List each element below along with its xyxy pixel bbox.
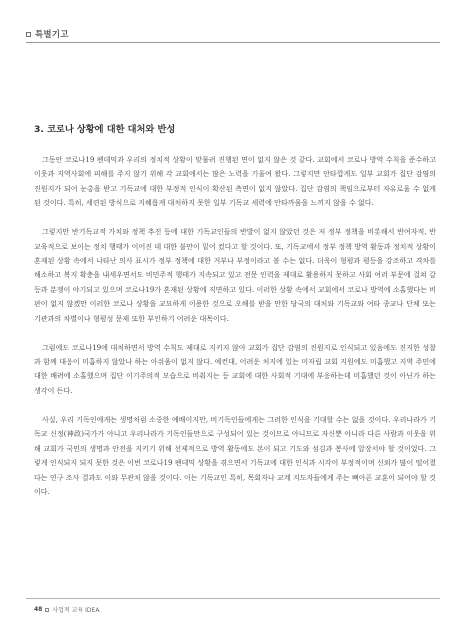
page-footer — [34, 605, 99, 614]
paragraph-1: 그동안 코로나19 팬데믹과 우리의 정치적 상황이 맞물려 진행된 면이 없지 않은 것 같다. 교회에서 코로나 방역 수칙을 준수하고 이웃과 지역사회에 피해를 주지 않기 위해 각 교회에서는 많은 노력을 기울여 왔다. 그렇지만 안타깝게도 일부 교회가 집단 감염의 진원지가 되어 눈총을 받고 기독교에 대한 부정적 인식이 확산된 측면이 없지 않았다. 집단 감염의 책임으로부터 자유로울 수 없게 된 것이다. 특히, 세련된 방식으로 지혜롭게 대처하지 못한 일부 기독교 세력에 안타까움을 느끼지 않을 수 없다. — [34, 155, 436, 208]
page-number: 48 — [34, 606, 43, 613]
paragraph-2: 그렇지만 반기독교적 가치와 정책 추진 등에 대한 기독교인들의 반발이 없지 않았던 것은 저 정부 정책을 비롯해서 반여자적, 반교육적으로 보이는 정치 행태가 이어진 데 대한 불만이 밑어 컸다고 할 것이다. 또, 기독교에서 정부 정책 방역 활동과 정치적 상황이 혼재된 상황 속에서 나타난 의사 표시가 정부 정책에 대한 거부나 부정이라고 볼 수는 없다. 더욱이 형평과 평등을 강조하고 격차를 해소하고 복지 확충을 내세우면서도 비민주적 행태가 지속되고 있고 전문 인력을 제대로 활용하지 못하고 사회 여러 부문에 걸쳐 갈등과 분쟁이 야기되고 있으며 코로나19가 혼재된 상황에 직면하고 있다. 이러한 상황 속에서 교회에서 코로나 방역에 소홀했다는 비판이 없지 않겠만 이러한 코로나 상황을 교묘하게 이용한 것으로 오해를 받을 만한 당국의 대처와 기독교와 여타 종교나 단체 또는 기관과의 차별이나 형평성 문제 또한 부인하기 어려운 대목이다. — [34, 227, 436, 323]
footer-divider — [26, 598, 440, 599]
header-divider — [26, 42, 440, 43]
article-body — [34, 153, 436, 514]
square-bullet-icon — [26, 32, 31, 37]
publication-name: 사업적 교육 IDEA — [52, 607, 100, 614]
page-header — [26, 28, 440, 40]
section-category-title: 특별기고 — [35, 30, 69, 40]
square-separator-icon — [45, 608, 49, 612]
section-heading: 3. 코로나 상황에 대한 대처와 반성 — [34, 124, 176, 135]
paragraph-3: 그럼에도 코로나19에 대처하면서 방역 수칙도 제대로 지키지 않아 교회가 집단 감염의 진원지로 인식되고 있음에도 진지한 성찰과 함께 대응이 미흡하지 않았나 하는 아쉬움이 없지 않다. 예컨대, 어려운 처지에 있는 미자립 교회 지원에도 미흡했고 지역 주민에 대한 배려에 소홀했으며 집단 이기주의적 모습으로 비춰지는 등 교회에 대한 사회적 기대에 부응하는데 미흡했던 것이 아닌가 하는 생각이 든다. — [34, 342, 436, 395]
paragraph-4: 사실, 우리 기독인에게는 생명처럼 소중한 예배이지만, 비기독인들에게는 그러한 인식을 기대할 수는 없을 것이다. 우리나라가 기독교 신정(神政)국가가 아니고 우리나라가 기독인들만으로 구성되어 있는 것이므로 아니므로 자신뿐 아니라 다른 사람과 이웃을 위해 교회가 국민의 생명과 안전을 지키기 위해 선제적으로 방역 활동에도 본이 되고 기도와 섬김과 봉사에 앞장서야 할 것이었다. 그렇게 인식되지 되지 못한 것은 이번 코로나19 팬데믹 상황을 겪으면서 기독교에 대한 인식과 시각이 부정적이며 신뢰가 많이 떨어졌다는 연구 조사 결과도 이와 무관치 않을 것이다. 이는 기독교인 특히, 목회자나 교계 지도자들에게 주는 뼈아픈 교훈이 되어야 할 것이다. — [34, 414, 436, 496]
